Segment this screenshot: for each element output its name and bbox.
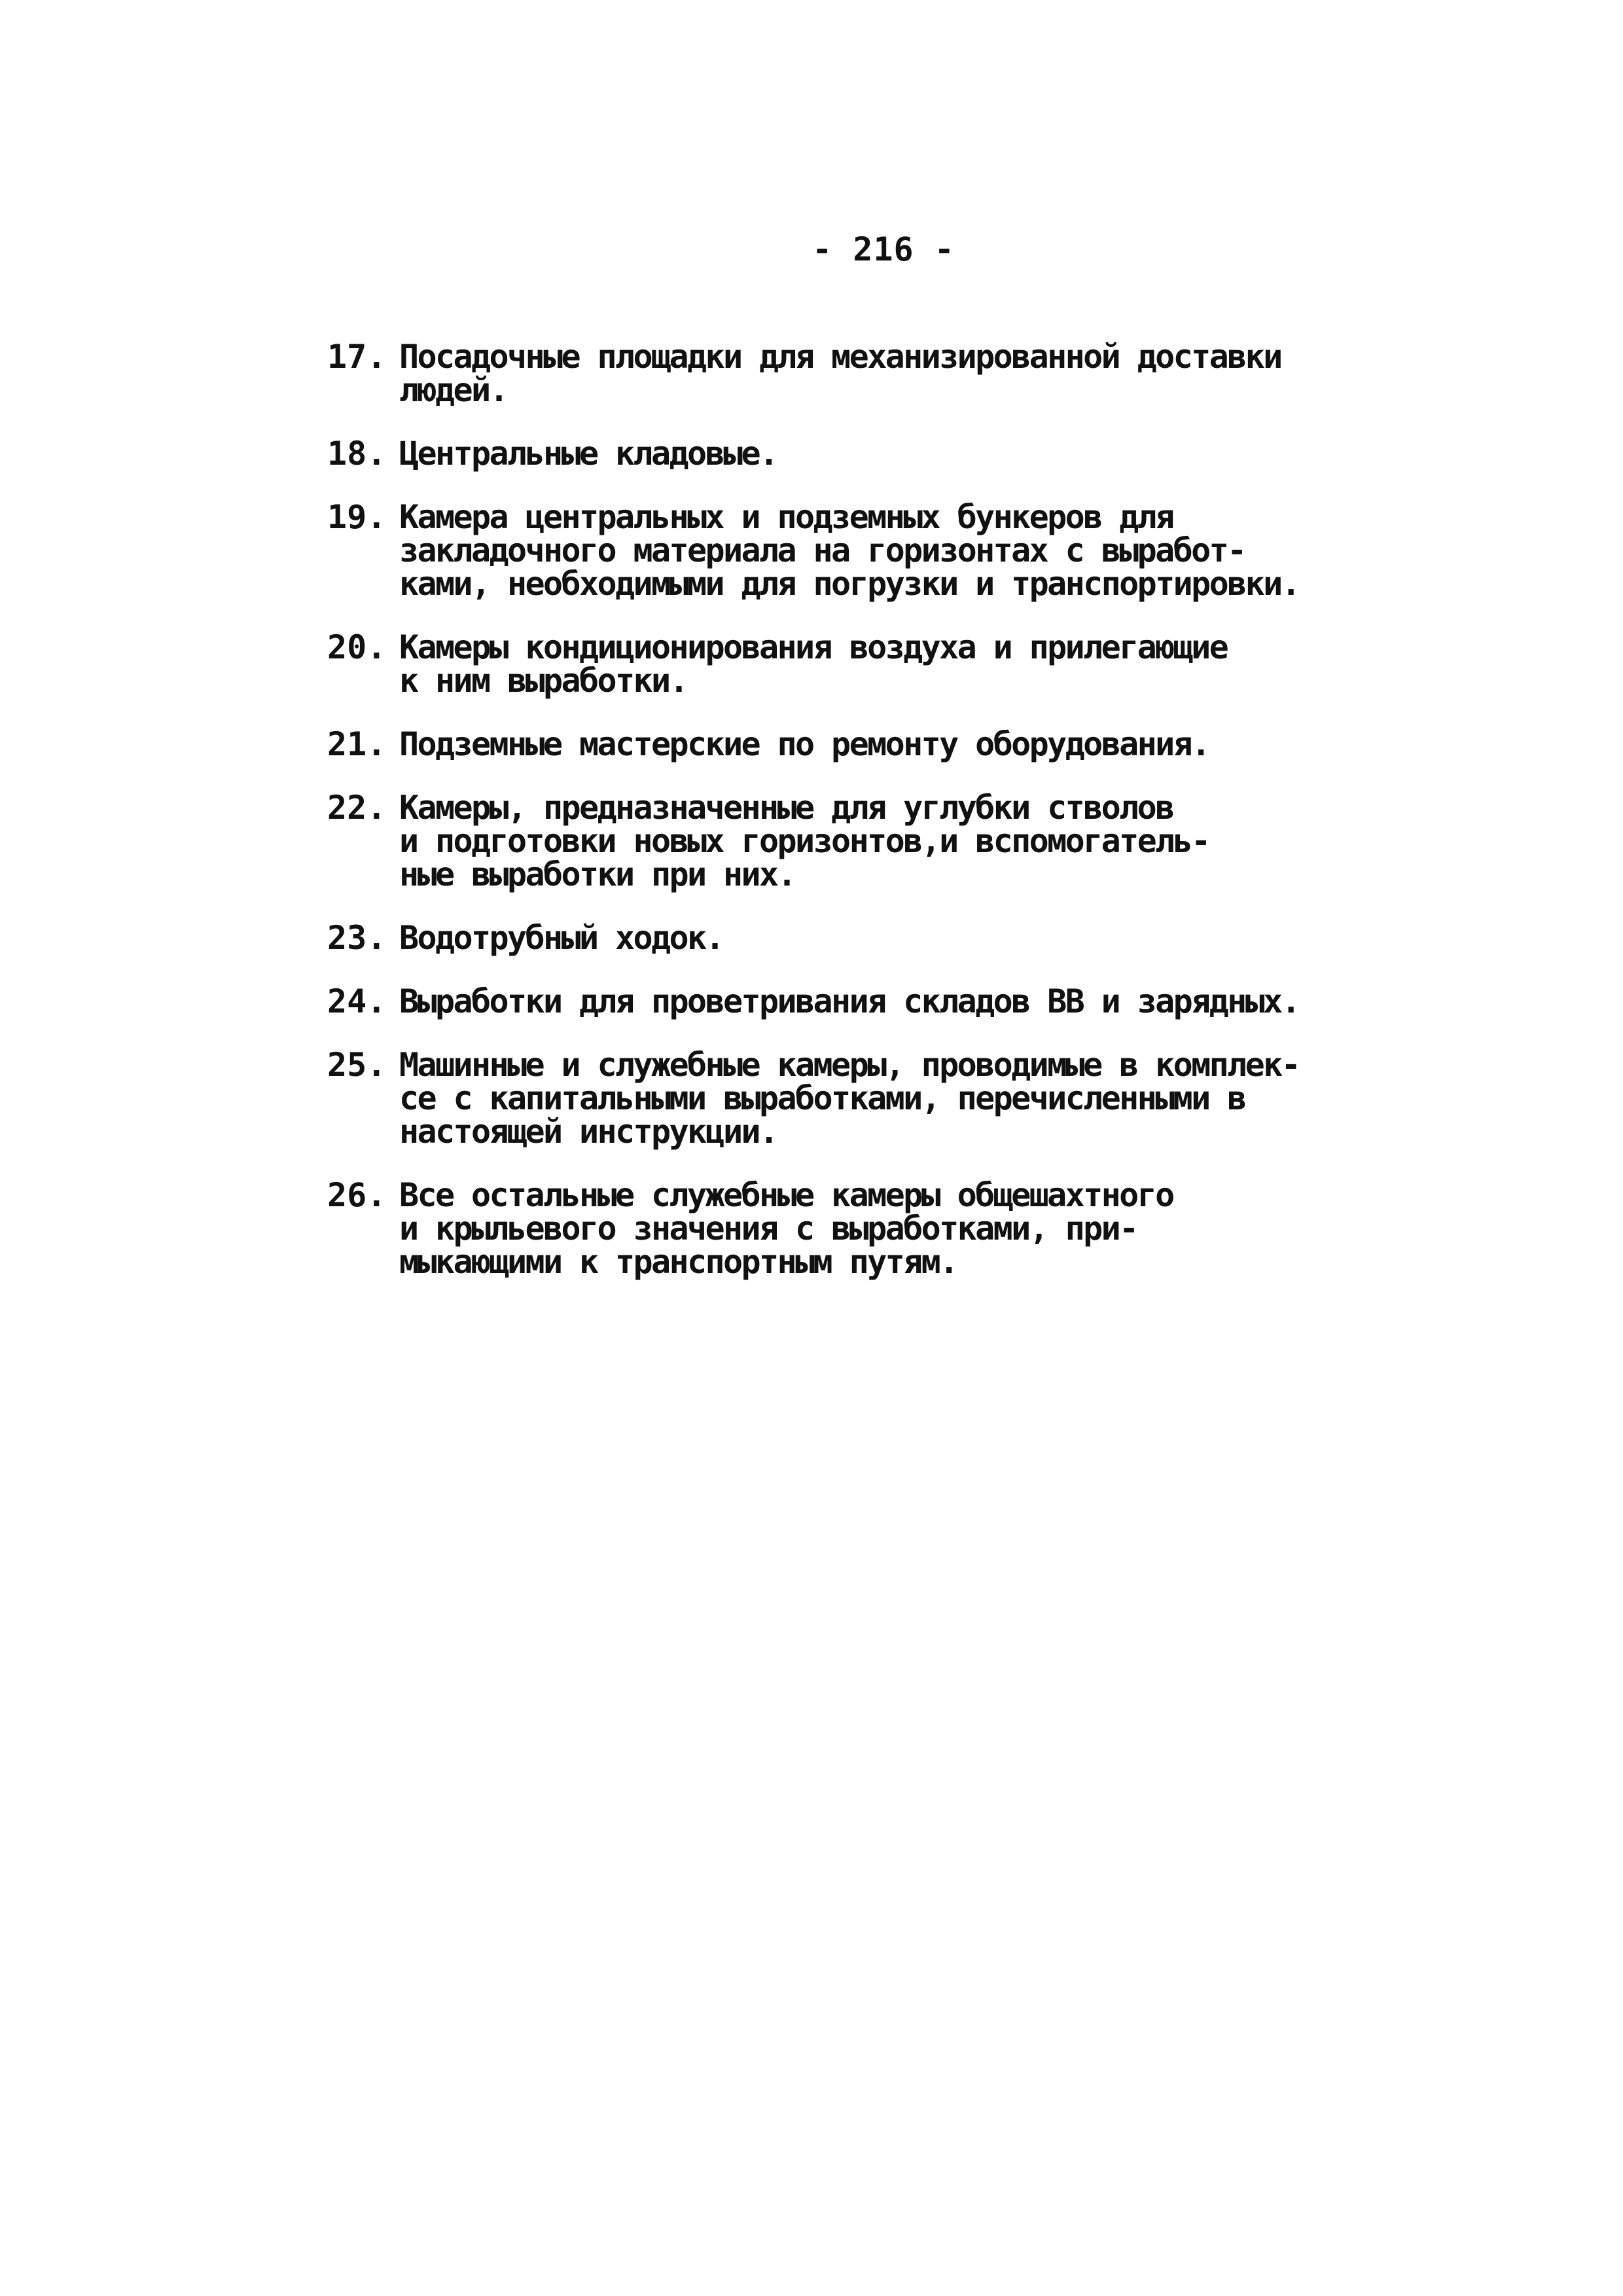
item-text: Выработки для проветривания складов ВВ и зарядных.	[399, 982, 1300, 1020]
item-text: Подземные мастерские по ремонту оборудования.	[399, 725, 1209, 763]
item-number: 23.	[327, 919, 387, 957]
item-text: Камера центральных и подземных бункеров для закладочного материала на горизонтах с выработ- ками, необходимыми для погрузки и транспортировки.	[399, 498, 1300, 603]
list-item	[327, 498, 1387, 603]
list-item	[327, 1046, 1387, 1151]
list-item	[327, 725, 1387, 763]
list-item	[327, 1176, 1387, 1281]
list-item	[327, 628, 1387, 700]
item-number: 25.	[327, 1046, 387, 1084]
page-number: - 216 -	[812, 230, 955, 268]
item-text: Посадочные площадки для механизированной доставки людей.	[399, 338, 1281, 409]
list-item	[327, 437, 1387, 471]
item-text: Водотрубный ходок.	[399, 919, 724, 957]
item-number: 19.	[327, 498, 387, 536]
list-item	[327, 340, 1387, 407]
item-number: 22.	[327, 789, 387, 827]
item-text: Камеры кондиционирования воздуха и прилегающие к ним выработки.	[399, 628, 1228, 700]
item-number: 17.	[327, 338, 387, 376]
item-number: 21.	[327, 725, 387, 763]
list-item	[327, 982, 1387, 1020]
item-text: Центральные кладовые.	[399, 435, 777, 473]
item-list	[327, 340, 1387, 1309]
list-item	[327, 791, 1387, 891]
item-number: 18.	[327, 435, 387, 473]
item-number: 20.	[327, 628, 387, 666]
item-number: 24.	[327, 982, 387, 1020]
list-item	[327, 919, 1387, 957]
item-text: Все остальные служебные камеры общешахтного и крыльевого значения с выработками, при- мыкающими к транспортным путям.	[399, 1176, 1173, 1281]
item-number: 26.	[327, 1176, 387, 1214]
item-text: Машинные и служебные камеры, проводимые в комплек- се с капитальными выработками, перечисленными в настоящей инструкции.	[399, 1046, 1300, 1151]
item-text: Камеры, предназначенные для углубки стволов и подготовки новых горизонтов,и вспомогатель- ные выработки при них.	[399, 789, 1209, 893]
